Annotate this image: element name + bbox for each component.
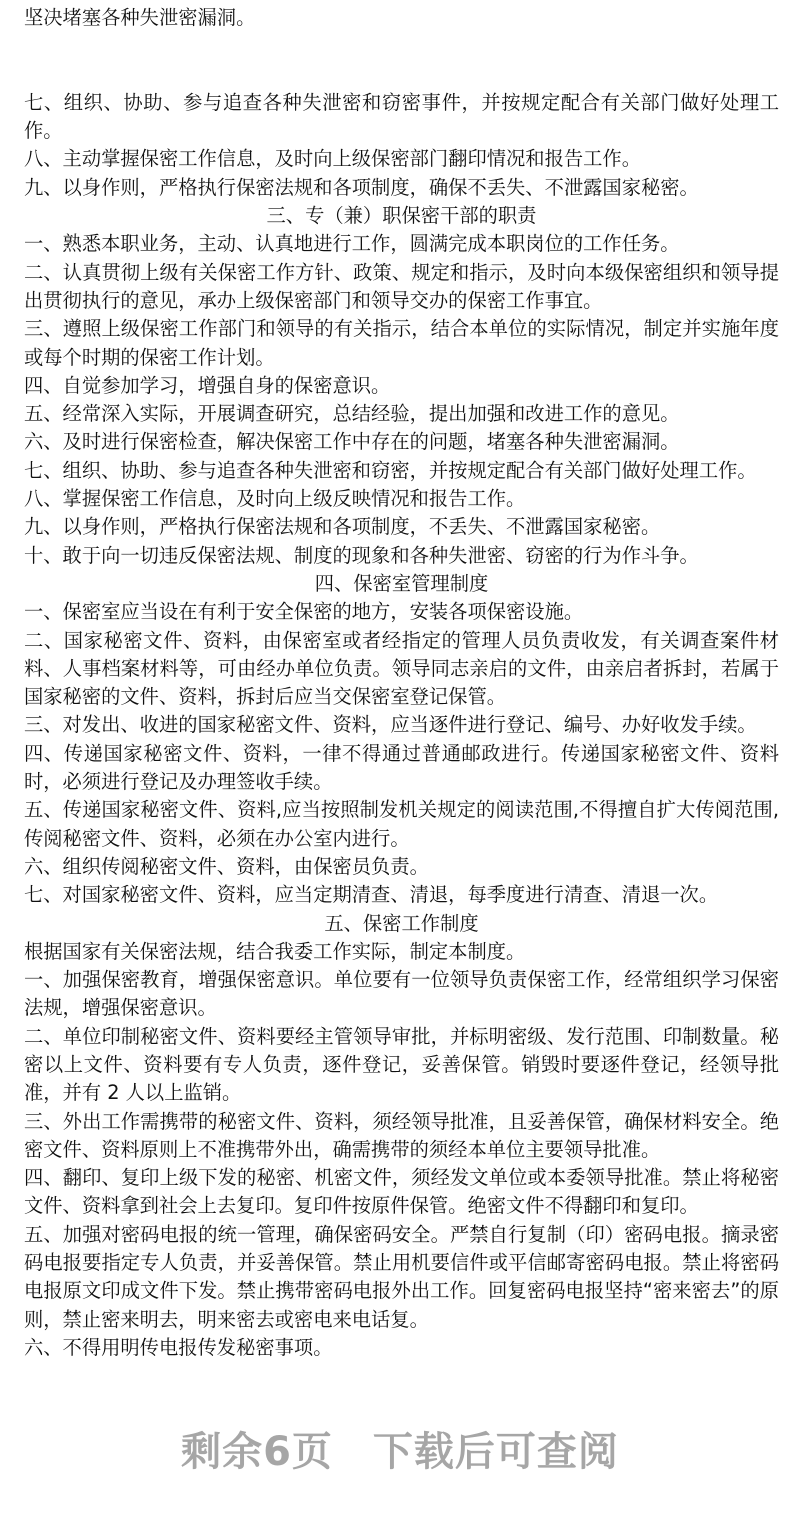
download-prompt[interactable] [0, 1420, 800, 1477]
clause-item: 五、传递国家秘密文件、资料,应当按照制发机关规定的阅读范围,不得擅自扩大传阅范围,传阅秘密文件、资料，必须在办公室内进行。 [24, 798, 779, 850]
clause-item: 一、熟悉本职业务，主动、认真地进行工作，圆满完成本职岗位的工作任务。 [24, 232, 680, 256]
clause-item: 五、经常深入实际，开展调查研究，总结经验，提出加强和改进工作的意见。 [24, 402, 680, 426]
clause-item: 四、翻印、复印上级下发的秘密、机密文件，须经发文单位或本委领导批准。禁止将秘密文件、资料拿到社会上去复印。复印件按原件保管。绝密文件不得翻印和复印。 [24, 1166, 779, 1218]
clause-item: 一、保密室应当设在有利于安全保密的地方，安装各项保密设施。 [24, 600, 584, 624]
section4-items [24, 598, 779, 909]
clause-item: 四、传递国家秘密文件、资料，一律不得通过普通邮政进行。传递国家秘密文件、资料时，必须进行登记及办理签收手续。 [24, 741, 779, 794]
intro-tail: 坚决堵塞各种失泄密漏洞。 [24, 6, 256, 29]
clause-item: 九、以身作则，严格执行保密法规和各项制度，确保不丢失、不泄露国家秘密。 [24, 175, 699, 199]
section5-title: 五、保密工作制度 [324, 911, 479, 935]
clause-item: 九、以身作则，严格执行保密法规和各项制度，不丢失、不泄露国家秘密。 [24, 515, 661, 539]
clause-item: 七、组织、协助、参与追查各种失泄密和窃密事件，并按规定配合有关部门做好处理工作。 [24, 90, 779, 143]
clause-item: 二、单位印制秘密文件、资料要经主管领导审批，并标明密级、发行范围、印制数量。秘密以上文件、资料要有专人负责，逐件登记，妥善保管。销毁时要逐件登记，经领导批准，并有 2 人以上监销。 [24, 1024, 779, 1105]
remaining-pages-label: 剩余6页 [181, 1429, 333, 1475]
clause-item: 四、自觉参加学习，增强自身的保密意识。 [24, 373, 391, 397]
clause-item: 三、遵照上级保密工作部门和领导的有关指示，结合本单位的实际情况，制定并实施年度或每个时期的保密工作计划。 [24, 317, 779, 369]
document-body [24, 4, 779, 1362]
download-to-view-label: 下载后可查阅 [372, 1429, 619, 1475]
clause-item: 三、外出工作需携带的秘密文件、资料，须经领导批准，且妥善保管，确保材料安全。绝密文件、资料原则上不准携带外出，确需携带的须经本单位主要领导批准。 [24, 1109, 779, 1161]
spacer [24, 32, 779, 89]
clause-item: 六、及时进行保密检查，解决保密工作中存在的问题，堵塞各种失泄密漏洞。 [24, 430, 680, 454]
section5-items [24, 966, 779, 1362]
clause-item: 八、主动掌握保密工作信息，及时向上级保密部门翻印情况和报告工作。 [24, 147, 641, 171]
clause-item: 三、对发出、收进的国家秘密文件、资料，应当逐件进行登记、编号、办好收发手续。 [24, 713, 757, 737]
clause-item: 七、组织、协助、参与追查各种失泄密和窃密，并按规定配合有关部门做好处理工作。 [24, 458, 757, 482]
section2-tail [24, 89, 779, 202]
section3-items [24, 230, 779, 570]
clause-item: 六、组织传阅秘密文件、资料，由保密员负责。 [24, 854, 429, 878]
clause-item: 七、对国家秘密文件、资料，应当定期清查、清退，每季度进行清查、清退一次。 [24, 883, 719, 907]
section3-title: 三、专（兼）职保密干部的职责 [266, 204, 537, 228]
clause-item: 十、敢于向一切违反保密法规、制度的现象和各种失泄密、窃密的行为作斗争。 [24, 543, 699, 567]
clause-item: 六、不得用明传电报传发秘密事项。 [24, 1335, 333, 1359]
clause-item: 二、认真贯彻上级有关保密工作方针、政策、规定和指示，及时向本级保密组织和领导提出贯彻执行的意见，承办上级保密部门和领导交办的保密工作事宜。 [24, 260, 779, 312]
clause-item: 八、掌握保密工作信息，及时向上级反映情况和报告工作。 [24, 487, 526, 511]
clause-item: 五、加强对密码电报的统一管理，确保密码安全。严禁自行复制（印）密码电报。摘录密码电报要指定专人负责，并妥善保管。禁止用机要信件或平信邮寄密码电报。禁止将密码电报原文印成文件下发。禁止携带密码电报外出工作。回复密码电报坚持“密来密去”的原则，禁止密来明去，明来密去或密电来电话复。 [24, 1222, 779, 1331]
clause-item: 一、加强保密教育，增强保密意识。单位要有一位领导负责保密工作，经常组织学习保密法规，增强保密意识。 [24, 968, 779, 1020]
section4-title: 四、保密室管理制度 [314, 571, 489, 595]
section5-intro: 根据国家有关保密法规，结合我委工作实际，制定本制度。 [24, 939, 526, 963]
clause-item: 二、国家秘密文件、资料，由保密室或者经指定的管理人员负责收发，有关调查案件材料、人事档案材料等，可由经办单位负责。领导同志亲启的文件，由亲启者拆封，若属于国家秘密的文件、资料，拆封后应当交保密室登记保管。 [24, 628, 779, 709]
